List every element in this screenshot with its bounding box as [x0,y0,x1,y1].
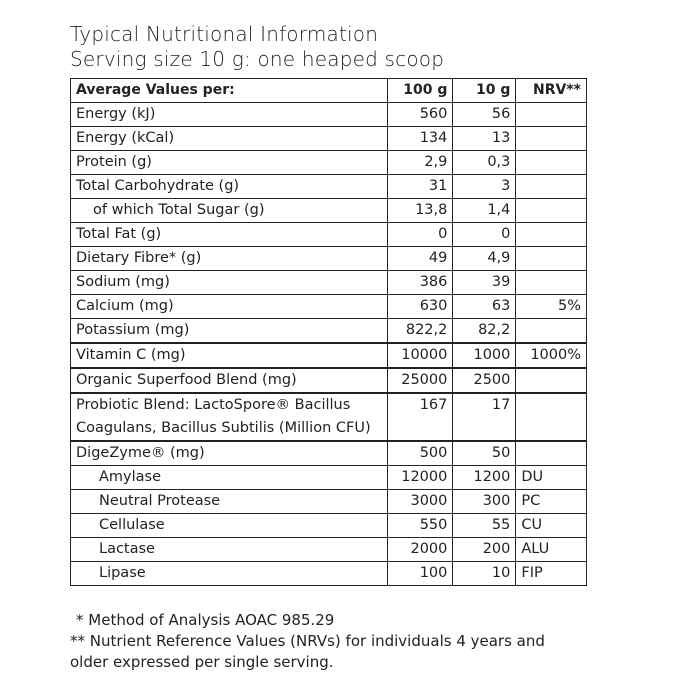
row-per10: 0,3 [453,151,516,175]
row-label: Total Carbohydrate (g) [71,175,388,199]
footnote-nrv-line2: older expressed per single serving. [70,653,334,671]
row-per10: 4,9 [453,247,516,271]
row-label: Calcium (mg) [71,295,388,319]
row-per100: 25000 [388,368,453,393]
row-per100: 31 [388,175,453,199]
table-row [71,343,587,368]
row-label: DigeZyme® (mg) [71,441,388,466]
row-per100: 822,2 [388,319,453,344]
row-per100: 3000 [388,490,453,514]
header-average-values: Average Values per: [71,79,388,103]
row-per10: 82,2 [453,319,516,344]
table-row [71,295,587,319]
row-nrv [516,127,587,151]
row-nrv [516,271,587,295]
row-per10: 200 [453,538,516,562]
row-unit: FIP [516,562,587,586]
row-unit: DU [516,466,587,490]
row-per10: 63 [453,295,516,319]
footnote-method: * Method of Analysis AOAC 985.29 [76,611,335,629]
table-row [71,538,587,562]
table-row [71,103,587,127]
row-unit: CU [516,514,587,538]
row-per10: 39 [453,271,516,295]
row-label: Energy (kCal) [71,127,388,151]
table-row [71,562,587,586]
row-label: Energy (kJ) [71,103,388,127]
table-row [71,466,587,490]
row-nrv [516,393,587,441]
footnote-nrv-line1: ** Nutrient Reference Values (NRVs) for individuals 4 years and [70,632,545,650]
row-per10: 50 [453,441,516,466]
serving-size: Serving size 10 g: one heaped scoop [70,47,445,71]
table-row [71,247,587,271]
row-per100: 13,8 [388,199,453,223]
row-label: Cellulase [71,514,388,538]
row-per100: 500 [388,441,453,466]
row-nrv: 5% [516,295,587,319]
row-label: Neutral Protease [71,490,388,514]
row-per10: 10 [453,562,516,586]
row-per100: 10000 [388,343,453,368]
row-nrv: 1000% [516,343,587,368]
table-header-row [71,79,587,103]
row-nrv [516,368,587,393]
header-nrv: NRV** [516,79,587,103]
row-label: Potassium (mg) [71,319,388,344]
table-row [71,223,587,247]
row-per10: 1200 [453,466,516,490]
row-label: Dietary Fibre* (g) [71,247,388,271]
row-nrv [516,441,587,466]
row-nrv [516,199,587,223]
row-nrv [516,319,587,344]
row-label: Amylase [71,466,388,490]
row-per10: 1,4 [453,199,516,223]
row-nrv [516,151,587,175]
row-per10: 13 [453,127,516,151]
row-nrv [516,175,587,199]
row-label: Sodium (mg) [71,271,388,295]
row-nrv [516,247,587,271]
table-row [71,271,587,295]
table-row [71,175,587,199]
table-row [71,319,587,344]
row-per100: 550 [388,514,453,538]
header-10g: 10 g [453,79,516,103]
row-label: Vitamin C (mg) [71,343,388,368]
row-per10: 1000 [453,343,516,368]
row-per100: 100 [388,562,453,586]
table-row [71,127,587,151]
row-per10: 0 [453,223,516,247]
table-row [71,514,587,538]
row-per100: 630 [388,295,453,319]
table-row [71,199,587,223]
nutrition-table [70,78,587,586]
table-row [71,441,587,466]
row-unit: PC [516,490,587,514]
row-per10: 2500 [453,368,516,393]
table-row [71,151,587,175]
footnotes [70,610,545,673]
header-100g: 100 g [388,79,453,103]
row-label: Total Fat (g) [71,223,388,247]
row-per10: 3 [453,175,516,199]
row-per100: 2,9 [388,151,453,175]
table-row [71,393,587,441]
row-label: Lactase [71,538,388,562]
table-row [71,368,587,393]
row-per100: 386 [388,271,453,295]
row-label: Organic Superfood Blend (mg) [71,368,388,393]
row-per100: 134 [388,127,453,151]
row-nrv [516,103,587,127]
row-per10: 56 [453,103,516,127]
row-nrv [516,223,587,247]
table-row [71,490,587,514]
row-per100: 0 [388,223,453,247]
row-per100: 12000 [388,466,453,490]
row-unit: ALU [516,538,587,562]
row-per10: 300 [453,490,516,514]
row-per100: 2000 [388,538,453,562]
row-per100: 167 [388,393,453,441]
row-label: Lipase [71,562,388,586]
row-label: Protein (g) [71,151,388,175]
row-per100: 560 [388,103,453,127]
row-label: Probiotic Blend: LactoSpore® Bacillus Coagulans, Bacillus Subtilis (Million CFU) [71,393,388,441]
row-label: of which Total Sugar (g) [71,199,388,223]
row-per100: 49 [388,247,453,271]
row-per10: 55 [453,514,516,538]
row-per10: 17 [453,393,516,441]
nutrition-title: Typical Nutritional Information [70,22,379,46]
